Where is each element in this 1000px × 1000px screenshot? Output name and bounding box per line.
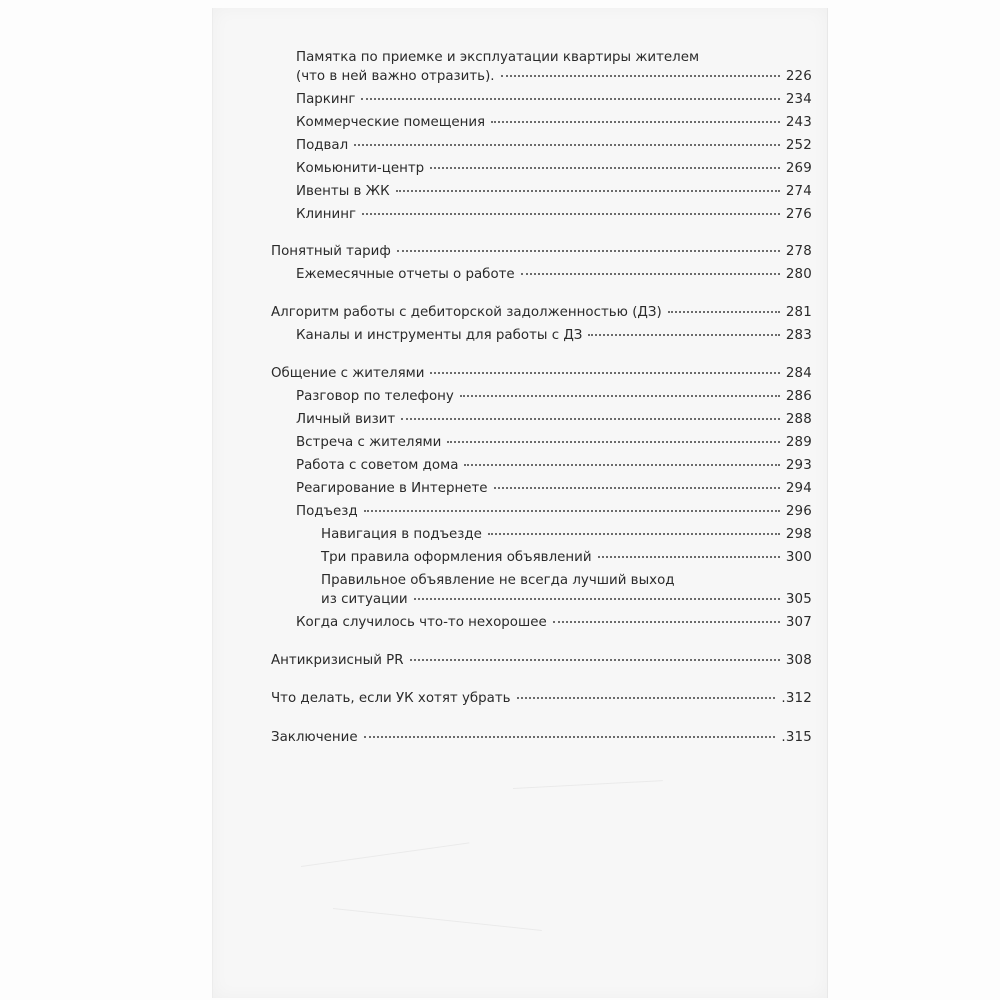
toc-page-number: .312 — [781, 691, 812, 706]
toc-page-number: 252 — [785, 138, 812, 153]
dot-leader — [598, 556, 780, 558]
dot-leader — [447, 441, 780, 443]
toc-entry-title: из ситуации — [321, 592, 408, 607]
toc-entry — [321, 549, 812, 567]
toc-entry-text-line — [321, 572, 812, 590]
toc-entry-title: Алгоритм работы с дебиторской задолженностью (ДЗ) — [271, 305, 662, 320]
toc-entry-title: Комьюнити-центр — [296, 161, 425, 176]
toc-entry-title: Понятный тариф — [271, 244, 391, 259]
toc-entry-title: Когда случилось что-то нехорошее — [296, 615, 547, 630]
toc-entry — [271, 365, 812, 383]
toc-entry — [271, 304, 812, 322]
toc-entry-title: Коммерческие помещения — [296, 115, 486, 130]
toc-page-number: 288 — [785, 412, 812, 427]
dot-leader — [460, 395, 780, 397]
toc-entry-title: Что делать, если УК хотят убрать — [271, 691, 511, 706]
toc-page-number: 300 — [785, 550, 812, 565]
toc-entry-title: Разговор по телефону — [296, 389, 454, 404]
toc-entry-title: Общение с жителями — [271, 366, 425, 381]
toc-page-number: 243 — [785, 115, 812, 130]
dot-leader — [410, 659, 780, 661]
toc-entry — [296, 114, 812, 132]
toc-page-number: 286 — [785, 389, 812, 404]
toc-page-number: 298 — [785, 527, 812, 542]
toc-entry-text-line — [296, 49, 812, 67]
dot-leader — [517, 697, 776, 699]
toc-entry-title: Антикризисный PR — [271, 653, 404, 668]
toc-entry-title: Подъезд — [296, 504, 358, 519]
toc-entry — [296, 614, 812, 632]
toc-page-number: 289 — [785, 435, 812, 450]
toc-page-number: .315 — [781, 730, 812, 745]
dot-leader — [501, 75, 780, 77]
dot-leader — [491, 121, 780, 123]
dot-leader — [361, 98, 779, 100]
dot-leader — [401, 418, 780, 420]
dot-leader — [588, 334, 779, 336]
toc-page-number: 294 — [785, 481, 812, 496]
dot-leader — [430, 167, 780, 169]
dot-leader — [430, 372, 779, 374]
toc-page-number: 280 — [785, 267, 812, 282]
toc-entry-title: Работа с советом дома — [296, 458, 459, 473]
dot-leader — [553, 621, 780, 623]
toc-entry-title: Заключение — [271, 730, 358, 745]
toc-page-number: 307 — [785, 615, 812, 630]
dot-leader — [414, 598, 780, 600]
toc-entry — [271, 652, 812, 670]
toc-entry — [296, 480, 812, 498]
toc-entry — [296, 160, 812, 178]
toc-entry — [296, 68, 812, 86]
toc-entry-title: Ивенты в ЖК — [296, 184, 390, 199]
toc-entry — [271, 243, 812, 261]
toc-page-number: 283 — [785, 328, 812, 343]
dot-leader — [521, 273, 780, 275]
toc-page-number: 269 — [785, 161, 812, 176]
toc-entry-title: Клининг — [296, 207, 357, 222]
toc-entry — [296, 266, 812, 284]
dot-leader — [668, 311, 780, 313]
toc-page-number: 305 — [785, 592, 812, 607]
toc-page-number: 293 — [785, 458, 812, 473]
dot-leader — [494, 487, 780, 489]
toc-entry — [296, 137, 812, 155]
toc-page-number: 296 — [785, 504, 812, 519]
toc-entry — [296, 457, 812, 475]
toc-entry-title: Памятка по приемке и эксплуатации квартиры жителем — [296, 50, 700, 65]
toc-page-number: 276 — [785, 207, 812, 222]
toc-page-number: 234 — [785, 92, 812, 107]
toc-entry — [296, 434, 812, 452]
toc-entry-title: Подвал — [296, 138, 349, 153]
toc-entry — [271, 690, 812, 708]
toc-entry-title: Встреча с жителями — [296, 435, 442, 450]
toc-entry — [296, 183, 812, 201]
toc-entry-title: Навигация в подъезде — [321, 527, 482, 542]
toc-entry — [296, 91, 812, 109]
toc-entry — [296, 411, 812, 429]
dot-leader — [464, 464, 779, 466]
dot-leader — [396, 190, 780, 192]
toc-entry — [296, 503, 812, 521]
toc-entry-title: Реагирование в Интернете — [296, 481, 488, 496]
toc-entry — [321, 526, 812, 544]
toc-page-number: 281 — [785, 305, 812, 320]
toc-page-number: 226 — [785, 69, 812, 84]
toc-page-number: 284 — [785, 366, 812, 381]
dot-leader — [354, 144, 780, 146]
toc-entry — [296, 327, 812, 345]
toc-entry-title: Каналы и инструменты для работы с ДЗ — [296, 328, 583, 343]
toc-entry-title: Три правила оформления объявлений — [321, 550, 592, 565]
toc-page-number: 278 — [785, 244, 812, 259]
dot-leader — [488, 533, 780, 535]
toc-entry-title: Паркинг — [296, 92, 356, 107]
toc-entry-title: Личный визит — [296, 412, 396, 427]
toc-entry — [296, 206, 812, 224]
dot-leader — [362, 213, 780, 215]
dot-leader — [364, 510, 780, 512]
toc-entry-title: Ежемесячные отчеты о работе — [296, 267, 515, 282]
toc-entry — [321, 591, 812, 609]
toc-entry — [296, 388, 812, 406]
toc-page-number: 308 — [785, 653, 812, 668]
toc-entry-title: Правильное объявление не всегда лучший выход — [321, 573, 675, 588]
toc-entry — [271, 729, 812, 747]
toc-entry-title: (что в ней важно отразить). — [296, 69, 495, 84]
dot-leader — [364, 736, 776, 738]
toc-page-number: 274 — [785, 184, 812, 199]
dot-leader — [397, 250, 780, 252]
